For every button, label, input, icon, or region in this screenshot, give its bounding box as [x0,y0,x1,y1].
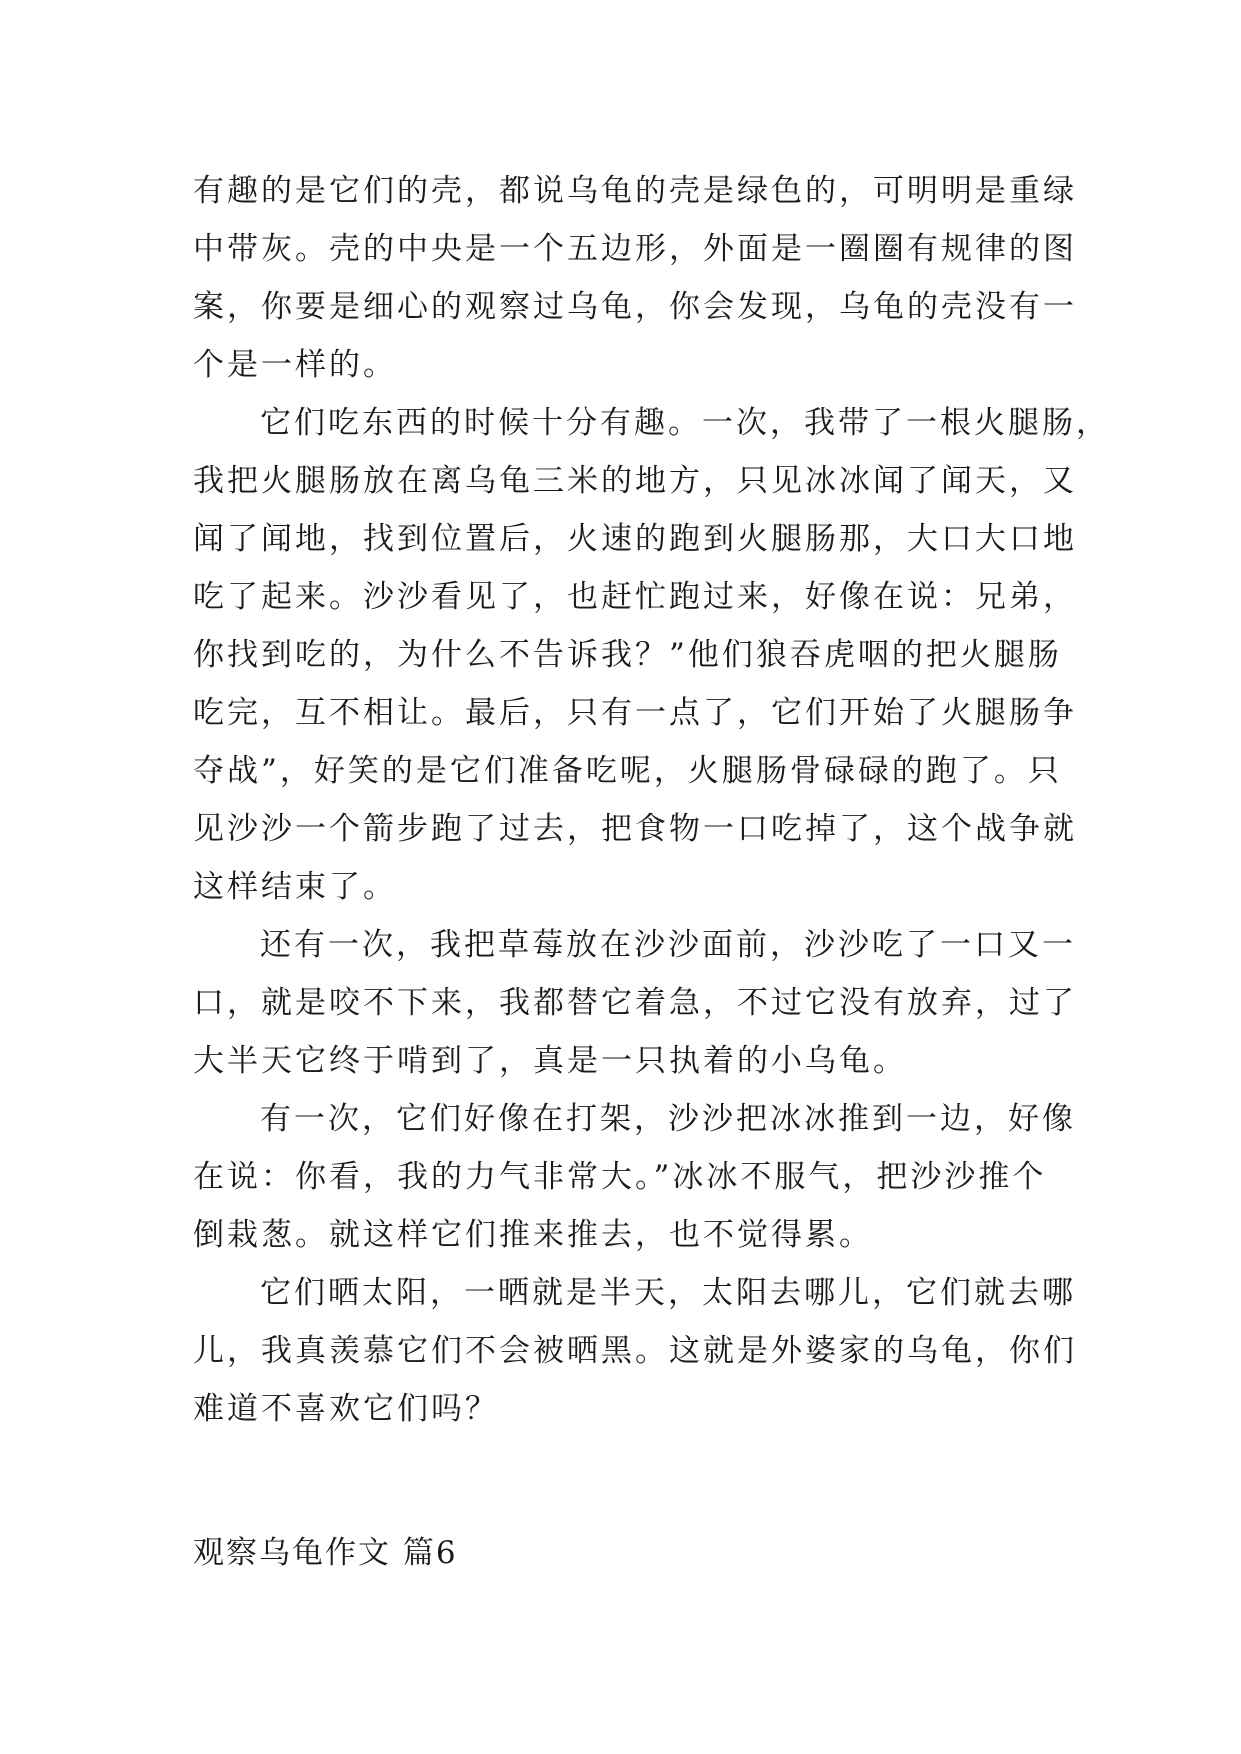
text-line: 儿，我真羡慕它们不会被晒黑。这就是外婆家的乌龟，你们 [193,1333,1077,1369]
text-line: 它们晒太阳，一晒就是半天，太阳去哪儿，它们就去哪 [260,1275,1076,1311]
text-line: 你找到吃的，为什么不告诉我？”他们狼吞虎咽的把火腿肠 [193,637,1062,673]
text-line: 有趣的是它们的壳，都说乌龟的壳是绿色的，可明明是重绿 [193,173,1077,209]
text-line: 吃了起来。沙沙看见了，也赶忙跑过来，好像在说：兄弟， [193,579,1077,615]
text-line: 吃完，互不相让。最后，只有一点了，它们开始了火腿肠争 [193,695,1077,731]
text-line: 我把火腿肠放在离乌龟三米的地方，只见冰冰闻了闻天，又 [193,463,1077,499]
text-line: 个是一样的。 [193,347,397,383]
text-line: 还有一次，我把草莓放在沙沙面前，沙沙吃了一口又一 [260,927,1076,963]
text-line: 大半天它终于啃到了，真是一只执着的小乌龟。 [193,1043,907,1079]
text-line: 夺战”，好笑的是它们准备吃呢，火腿肠骨碌碌的跑了。只 [193,753,1062,789]
text-line: 案，你要是细心的观察过乌龟，你会发现，乌龟的壳没有一 [193,289,1077,325]
text-line: 有一次，它们好像在打架，沙沙把冰冰推到一边，好像 [260,1101,1076,1137]
text-line: 口，就是咬不下来，我都替它着急，不过它没有放弃，过了 [193,985,1077,1021]
text-line: 中带灰。壳的中央是一个五边形，外面是一圈圈有规律的图 [193,231,1077,267]
text-line: 它们吃东西的时候十分有趣。一次，我带了一根火腿肠， [260,405,1110,441]
text-line: 在说：你看，我的力气非常大。”冰冰不服气，把沙沙推个 [193,1159,1047,1195]
text-line: 闻了闻地，找到位置后，火速的跑到火腿肠那，大口大口地 [193,521,1077,557]
text-line: 这样结束了。 [193,869,397,905]
text-line: 倒栽葱。就这样它们推来推去，也不觉得累。 [193,1217,873,1253]
section-heading: 观察乌龟作文 篇6 [193,1535,458,1571]
essay-body [193,162,1110,1438]
text-line: 难道不喜欢它们吗？ [193,1391,499,1427]
text-line: 见沙沙一个箭步跑了过去，把食物一口吃掉了，这个战争就 [193,811,1077,847]
